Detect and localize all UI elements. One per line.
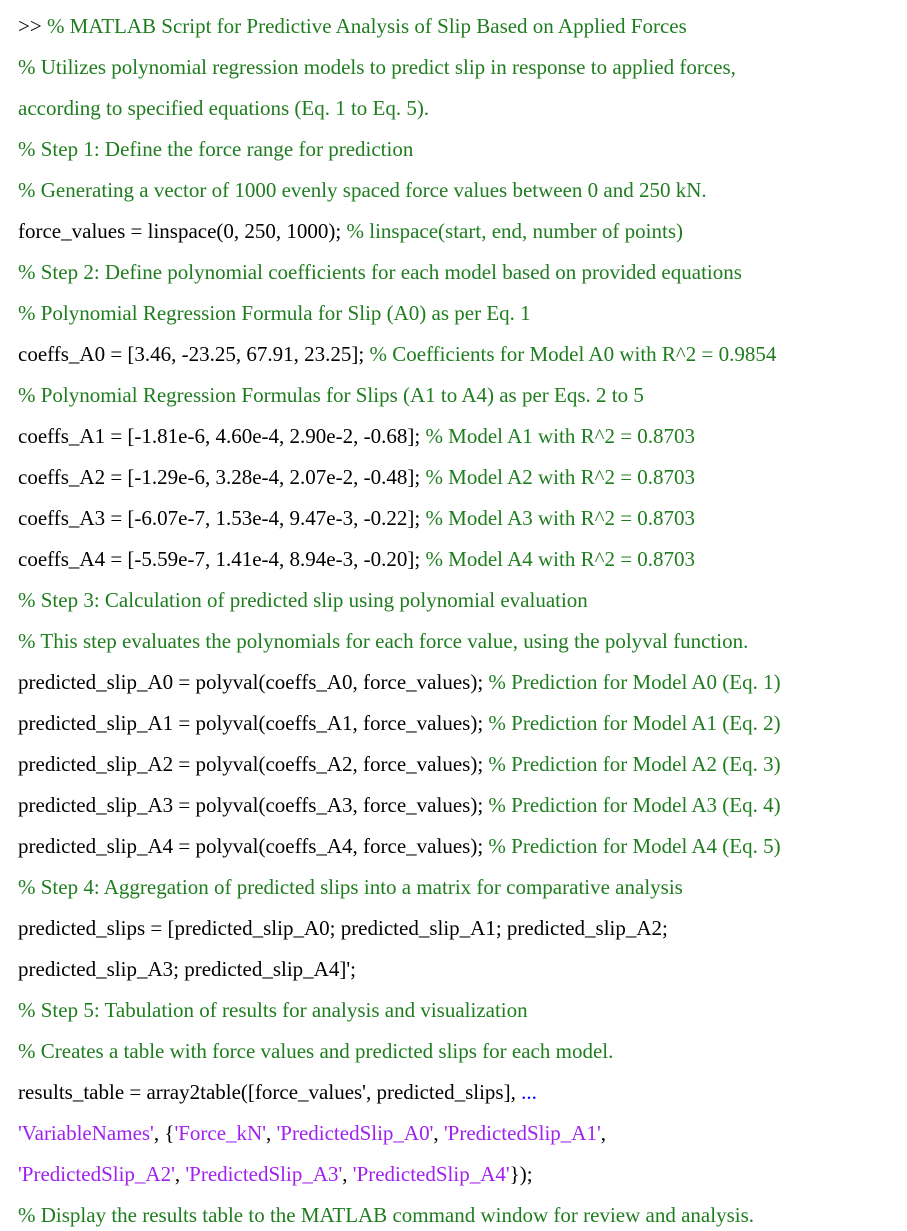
comment-text: % Step 1: Define the force range for prediction — [18, 137, 414, 161]
console-line — [18, 908, 897, 949]
comment-text: % Prediction for Model A0 (Eq. 1) — [488, 670, 781, 694]
code-text: predicted_slip_A3; predicted_slip_A4]'; — [18, 957, 356, 981]
string-text: 'PredictedSlip_A3' — [185, 1162, 343, 1186]
code-text: }); — [509, 1162, 533, 1186]
console-line — [18, 6, 897, 47]
console-line — [18, 703, 897, 744]
code-text: , — [600, 1121, 607, 1145]
code-text: predicted_slip_A0 = polyval(coeffs_A0, force_values); — [18, 670, 489, 694]
console-line — [18, 744, 897, 785]
comment-text: % Prediction for Model A4 (Eq. 5) — [488, 834, 781, 858]
console-line — [18, 1113, 897, 1154]
console-line — [18, 949, 897, 990]
console-line — [18, 293, 897, 334]
console-line — [18, 580, 897, 621]
console-line — [18, 334, 897, 375]
prompt-marker: >> — [18, 14, 47, 38]
code-text: force_values = linspace(0, 250, 1000); — [18, 219, 347, 243]
code-text: , — [265, 1121, 277, 1145]
comment-text: % Polynomial Regression Formulas for Slips (A1 to A4) as per Eqs. 2 to 5 — [18, 383, 644, 407]
console-line — [18, 457, 897, 498]
code-text: predicted_slip_A3 = polyval(coeffs_A3, force_values); — [18, 793, 489, 817]
comment-text: % Model A3 with R^2 = 0.8703 — [425, 506, 696, 530]
comment-text: % Step 4: Aggregation of predicted slips into a matrix for comparative analysis — [18, 875, 683, 899]
code-text: coeffs_A4 = [-5.59e-7, 1.41e-4, 8.94e-3, -0.20]; — [18, 547, 426, 571]
console-line — [18, 1031, 897, 1072]
code-text: predicted_slip_A2 = polyval(coeffs_A2, force_values); — [18, 752, 489, 776]
comment-text: % Utilizes polynomial regression models to predict slip in response to applied forces, — [18, 55, 736, 79]
code-text: , — [342, 1162, 353, 1186]
console-line — [18, 47, 897, 88]
comment-text: % Model A1 with R^2 = 0.8703 — [425, 424, 696, 448]
comment-text: % Creates a table with force values and predicted slips for each model. — [18, 1039, 614, 1063]
code-text: , — [174, 1162, 186, 1186]
code-text: predicted_slips = [predicted_slip_A0; predicted_slip_A1; predicted_slip_A2; — [18, 916, 668, 940]
console-line — [18, 211, 897, 252]
code-text: predicted_slip_A4 = polyval(coeffs_A4, force_values); — [18, 834, 489, 858]
code-text: , — [433, 1121, 444, 1145]
comment-text: % This step evaluates the polynomials for each force value, using the polyval function. — [18, 629, 749, 653]
comment-text: % Display the results table to the MATLAB command window for review and analysis. — [18, 1203, 755, 1227]
string-text: 'Force_kN' — [174, 1121, 266, 1145]
comment-text: % Model A2 with R^2 = 0.8703 — [425, 465, 696, 489]
console-line — [18, 826, 897, 867]
code-text: coeffs_A0 = [3.46, -23.25, 67.91, 23.25]; — [18, 342, 370, 366]
console-line — [18, 252, 897, 293]
comment-text: % Polynomial Regression Formula for Slip (A0) as per Eq. 1 — [18, 301, 531, 325]
string-text: 'PredictedSlip_A2' — [18, 1162, 175, 1186]
comment-text: % Prediction for Model A1 (Eq. 2) — [488, 711, 781, 735]
code-text: results_table = array2table([force_values', predicted_slips], — [18, 1080, 522, 1104]
console-line — [18, 498, 897, 539]
string-text: 'PredictedSlip_A1' — [443, 1121, 601, 1145]
console-line — [18, 88, 897, 129]
comment-text: % Step 5: Tabulation of results for analysis and visualization — [18, 998, 528, 1022]
console-line — [18, 990, 897, 1031]
console-line — [18, 662, 897, 703]
console-line — [18, 867, 897, 908]
console-line — [18, 1072, 897, 1113]
console-line — [18, 539, 897, 580]
comment-text: % Prediction for Model A2 (Eq. 3) — [488, 752, 781, 776]
comment-text: % Coefficients for Model A0 with R^2 = 0.9854 — [369, 342, 777, 366]
comment-text: % Generating a vector of 1000 evenly spaced force values between 0 and 250 kN. — [18, 178, 707, 202]
console-line — [18, 621, 897, 662]
comment-text: % Step 3: Calculation of predicted slip using polynomial evaluation — [18, 588, 588, 612]
console-line — [18, 129, 897, 170]
comment-text: according to specified equations (Eq. 1 to Eq. 5). — [18, 96, 430, 120]
code-text: coeffs_A3 = [-6.07e-7, 1.53e-4, 9.47e-3, -0.22]; — [18, 506, 426, 530]
console-line — [18, 375, 897, 416]
console-line — [18, 1154, 897, 1195]
code-text: predicted_slip_A1 = polyval(coeffs_A1, force_values); — [18, 711, 489, 735]
continuation-ellipsis: ... — [521, 1080, 537, 1104]
code-text: coeffs_A2 = [-1.29e-6, 3.28e-4, 2.07e-2, -0.48]; — [18, 465, 426, 489]
comment-text: % Model A4 with R^2 = 0.8703 — [425, 547, 696, 571]
console-line — [18, 1195, 897, 1231]
code-text: coeffs_A1 = [-1.81e-6, 4.60e-4, 2.90e-2, -0.68]; — [18, 424, 426, 448]
comment-text: % Prediction for Model A3 (Eq. 4) — [488, 793, 781, 817]
code-text: , { — [153, 1121, 175, 1145]
string-text: 'PredictedSlip_A4' — [352, 1162, 510, 1186]
console-line — [18, 785, 897, 826]
console-line — [18, 170, 897, 211]
comment-text: % linspace(start, end, number of points) — [346, 219, 683, 243]
string-text: 'VariableNames' — [18, 1121, 154, 1145]
comment-text: % MATLAB Script for Predictive Analysis of Slip Based on Applied Forces — [46, 14, 687, 38]
string-text: 'PredictedSlip_A0' — [276, 1121, 434, 1145]
comment-text: % Step 2: Define polynomial coefficients for each model based on provided equations — [18, 260, 742, 284]
console-line — [18, 416, 897, 457]
